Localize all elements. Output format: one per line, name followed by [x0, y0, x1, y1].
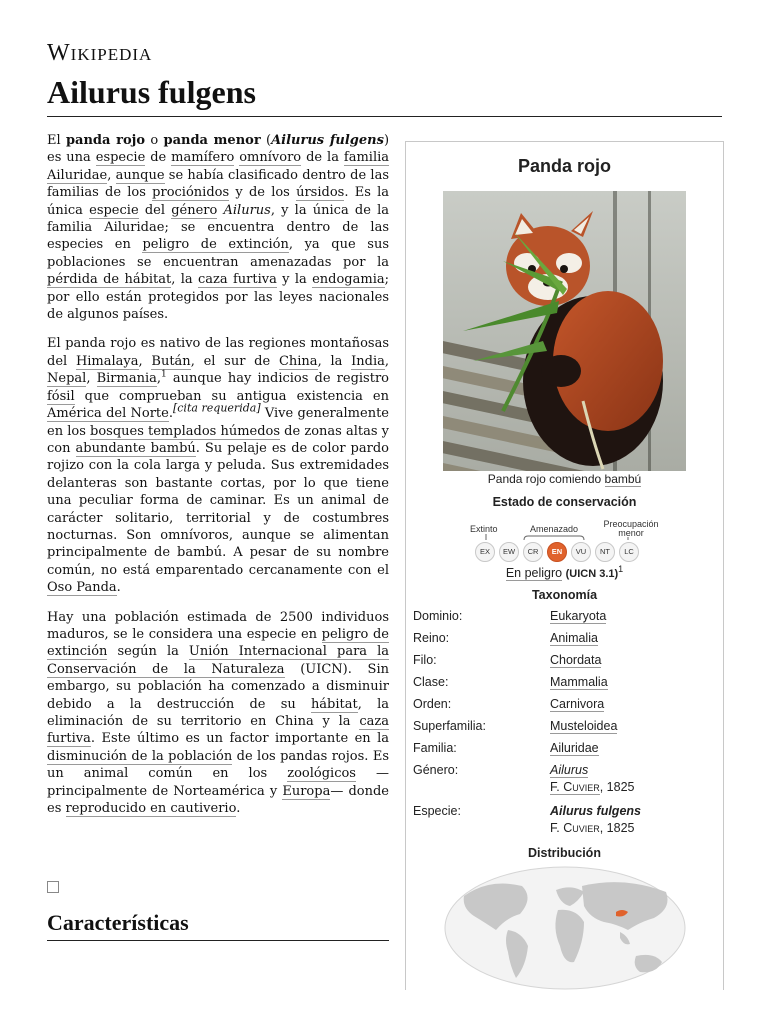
link-genero[interactable]: género: [171, 202, 218, 218]
status-link-en-peligro[interactable]: En peligro: [505, 566, 563, 580]
section-divider: [47, 940, 389, 941]
link-butan[interactable]: Bután: [151, 353, 191, 369]
taxonomy-key: Familia:: [413, 741, 457, 755]
conservation-heading[interactable]: Estado de conservación: [492, 495, 637, 509]
link-especie-2[interactable]: especie: [89, 202, 139, 218]
section-heading: Características: [47, 910, 189, 935]
link-endogamia[interactable]: endogamia: [312, 272, 385, 288]
label-extinct: Extinto: [470, 524, 498, 534]
link-uicn[interactable]: Unión Internacional para la Conservación de la Naturaleza: [47, 644, 389, 677]
taxonomy-key: Dominio:: [413, 609, 463, 623]
reference-marker[interactable]: 1: [161, 369, 167, 380]
taxonomy-row: [413, 607, 718, 629]
status-cr[interactable]: CR: [523, 542, 543, 562]
paragraph-intro: El panda rojo o panda menor (Ailurus fulgens) es una especie de mamífero omnívoro de la familia Ailuridae, aunque se había clasificado dentro de las familias de los prociónidos y de los úrsidos. Es la única especie del género Ailurus, y la única de la familia Ailuridae; se encuentra dentro de las especies en peligro de extinción, ya que sus poblaciones se encuentran amenazadas por la pérdida de hábitat, la caza furtiva y la endogamia; por ello están protegidos por las leyes nacionales de algunos países.: [47, 133, 390, 323]
status-en-selected[interactable]: EN: [547, 542, 567, 562]
page-title: Ailurus fulgens: [47, 74, 256, 110]
link-perdida-de-habitat[interactable]: pérdida de hábitat: [47, 272, 172, 288]
taxonomy-value-link[interactable]: Musteloidea: [550, 719, 618, 733]
infobox: [405, 141, 724, 990]
status-ex[interactable]: EX: [475, 542, 495, 562]
link-caza-furtiva-2[interactable]: caza furtiva: [47, 714, 389, 747]
photo-caption: Panda rojo comiendo bambú: [487, 472, 642, 486]
taxonomy-row: [413, 629, 718, 651]
citation-needed[interactable]: [cita requerida]: [172, 401, 261, 415]
link-india[interactable]: India: [351, 353, 385, 369]
status-reference[interactable]: 1: [618, 563, 624, 574]
taxonomy-value-link[interactable]: Chordata: [550, 653, 602, 667]
link-bosques-templados[interactable]: bosques templados húmedos: [90, 423, 281, 439]
link-ursidos[interactable]: úrsidos: [296, 185, 345, 201]
link-habitat[interactable]: hábitat: [310, 696, 358, 712]
taxonomy-row: [413, 651, 718, 673]
taxonomy-authority: F. Cuvier, 1825: [550, 780, 635, 794]
taxonomy-key: Reino:: [413, 631, 450, 645]
wikipedia-wordmark[interactable]: Wikipedia: [47, 40, 153, 66]
link-america-del-norte[interactable]: América del Norte: [47, 406, 169, 422]
taxonomy-value-link[interactable]: Animalia: [550, 631, 598, 645]
taxonomy-key: Especie:: [413, 804, 461, 818]
status-lc[interactable]: LC: [619, 542, 639, 562]
distribution-map[interactable]: [444, 866, 686, 990]
taxonomy-value-link[interactable]: Ailurus: [550, 763, 589, 777]
link-mamifero[interactable]: mamífero: [171, 150, 235, 166]
label-threatened: Amenazado: [530, 524, 579, 534]
link-peligro-de-extincion-2[interactable]: peligro de extinción: [47, 626, 390, 660]
red-panda-photo[interactable]: [443, 191, 686, 471]
link-ailuridae[interactable]: Ailuridae: [47, 167, 108, 183]
link-reproducido-cautiverio[interactable]: reproducido en cautiverio: [65, 801, 237, 817]
link-especie[interactable]: especie: [95, 150, 146, 166]
taxonomy-key: Orden:: [413, 697, 452, 711]
taxonomy-value-link[interactable]: Mammalia: [550, 675, 608, 689]
title-divider: [47, 116, 722, 117]
conservation-status: [406, 563, 723, 580]
link-familia[interactable]: familia: [343, 150, 390, 166]
species-name: Ailurus fulgens: [550, 804, 641, 818]
taxonomy-row: [413, 761, 718, 802]
link-abundante-bambu[interactable]: abundante bambú: [75, 440, 196, 456]
link-himalaya[interactable]: Himalaya: [75, 353, 139, 369]
paragraph-distribution: El panda rojo es nativo de las regiones montañosas del Himalaya, Bután, el sur de China, la India, Nepal, Birmania,$^1$ aunque hay indicios de registro fósil que comprueban su antigua existencia en América del Norte.[cita requerida] Vive generalmente en los bosques templados húmedos de zonas altas y con abundante bambú. Su pelaje es de color pardo rojizo con la cola larga y peluda. Sus extremidades delanteras son bastante cortas, por lo que tiene una peculiar forma de caminar. Es un animal de carácter solitario, territorial y de costumbres nocturnas. Son omnívoros, aunque se alimentan principalmente de bambú. A pesar de su nombre común, no está emparentado cercanamente con el Oso Panda.: [47, 336, 389, 596]
status-ew[interactable]: EW: [499, 542, 519, 562]
link-aunque[interactable]: aunque: [115, 167, 165, 183]
taxonomy-value-link[interactable]: Carnivora: [550, 697, 605, 711]
status-vu[interactable]: VU: [571, 542, 591, 562]
link-peligro-de-extincion[interactable]: peligro de extinción: [142, 237, 289, 253]
taxonomy-row: [413, 739, 718, 761]
taxonomy-row: [413, 695, 718, 717]
link-prociónidos[interactable]: prociónidos: [152, 185, 230, 201]
link-europa[interactable]: Europa: [282, 783, 331, 799]
link-disminucion-poblacion[interactable]: disminución de la población: [47, 748, 233, 764]
link-fosil[interactable]: fósil: [47, 388, 75, 404]
taxonomy-row: [413, 717, 718, 739]
image-placeholder-box: [47, 881, 59, 893]
infobox-title: Panda rojo: [517, 156, 611, 176]
status-source: (UICN 3.1): [565, 568, 619, 580]
taxonomy-value-link[interactable]: Eukaryota: [550, 609, 607, 623]
label-least-concern: Preocupación menor: [603, 519, 659, 538]
taxonomy-value-link[interactable]: Ailuridae: [550, 741, 599, 755]
status-nt[interactable]: NT: [595, 542, 615, 562]
conservation-status-scale: [475, 542, 655, 562]
link-zoologicos[interactable]: zoológicos: [287, 766, 356, 782]
caption-link-bambu[interactable]: bambú: [604, 472, 642, 486]
taxonomy-key: Clase:: [413, 675, 449, 689]
authority-link[interactable]: F. Cuvier: [550, 780, 600, 794]
taxonomy-key: Filo:: [413, 653, 437, 667]
link-birmania[interactable]: Birmania: [96, 371, 157, 387]
taxonomy-heading[interactable]: Taxonomía: [531, 588, 598, 602]
link-nepal[interactable]: Nepal: [47, 371, 87, 387]
link-oso-panda[interactable]: Oso Panda: [47, 580, 117, 596]
taxonomy-key: Superfamilia:: [413, 719, 486, 733]
taxonomy-key: Género:: [413, 763, 459, 777]
status-scale-labels: [406, 520, 723, 544]
distribution-heading: Distribución: [528, 846, 601, 860]
taxonomy-table: [413, 607, 718, 843]
link-china[interactable]: China: [278, 353, 318, 369]
taxonomy-authority: F. Cuvier, 1825: [550, 821, 635, 835]
taxonomy-row: [413, 673, 718, 695]
taxonomy-row: [413, 802, 718, 843]
link-caza-furtiva[interactable]: caza furtiva: [197, 272, 277, 288]
article-body: [47, 132, 389, 829]
paragraph-conservation: Hay una población estimada de 2500 individuos maduros, se le considera una especie en peligro de extinción según la Unión Internacional para la Conservación de la Naturaleza (UICN). Sin embargo, su población ha comenzado a disminuir debido a la destrucción de su hábitat, la eliminación de su territorio en China y la caza furtiva. Este último es un factor importante en la disminución de la población de los pandas rojos. Es un animal común en los zoológicos — principalmente de Norteamérica y Europa— donde es reproducido en cautiverio.: [47, 609, 390, 817]
link-omnivoro[interactable]: omnívoro: [239, 150, 302, 166]
